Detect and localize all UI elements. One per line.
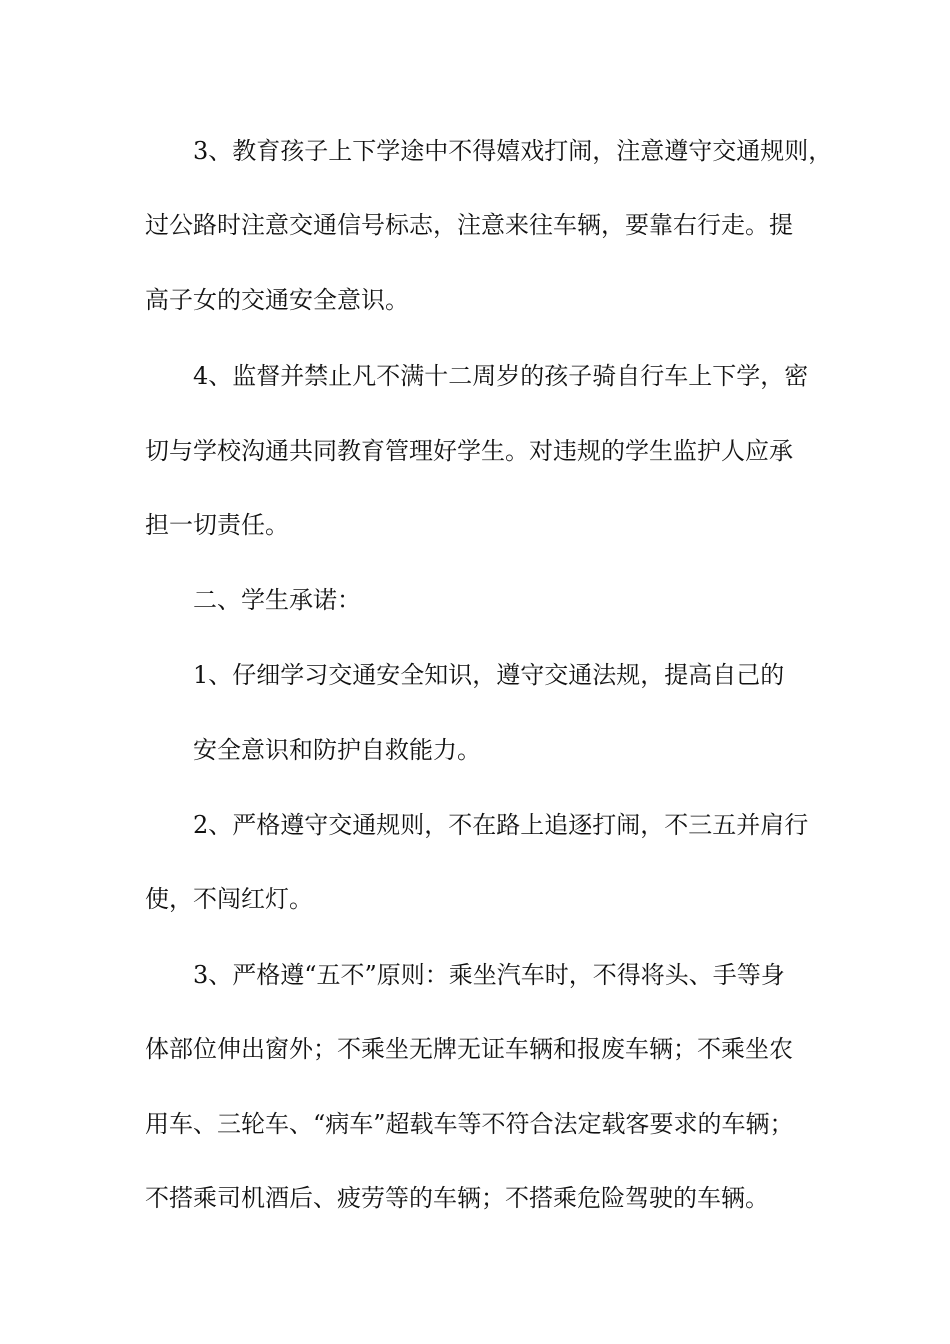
pledge-1-line-1: 1、仔细学习交通安全知识，遵守交通法规，提高自己的 bbox=[193, 661, 785, 689]
paragraph-3-line-3: 高子女的交通安全意识。 bbox=[145, 286, 409, 314]
paragraph-3-line-1: 3、教育孩子上下学途中不得嬉戏打闹，注意遵守交通规则， bbox=[193, 137, 833, 165]
paragraph-4-line-2: 切与学校沟通共同教育管理好学生。对违规的学生监护人应承 bbox=[145, 437, 793, 465]
paragraph-4-line-1: 4、监督并禁止凡不满十二周岁的孩子骑自行车上下学，密 bbox=[193, 362, 809, 390]
section-heading-student-pledge: 二、学生承诺： bbox=[193, 586, 361, 614]
pledge-3-line-2: 体部位伸出窗外；不乘坐无牌无证车辆和报废车辆；不乘坐农 bbox=[145, 1035, 793, 1063]
pledge-3-line-1: 3、严格遵“五不”原则：乘坐汽车时，不得将头、手等身 bbox=[193, 961, 785, 989]
pledge-2-line-2: 使，不闯红灯。 bbox=[145, 885, 313, 913]
pledge-1-line-2: 安全意识和防护自救能力。 bbox=[193, 736, 481, 764]
paragraph-3-line-2: 过公路时注意交通信号标志，注意来往车辆，要靠右行走。提 bbox=[145, 211, 793, 239]
pledge-2-line-1: 2、严格遵守交通规则，不在路上追逐打闹，不三五并肩行 bbox=[193, 811, 809, 839]
paragraph-4-line-3: 担一切责任。 bbox=[145, 511, 289, 539]
pledge-3-line-3: 用车、三轮车、“病车”超载车等不符合法定载客要求的车辆； bbox=[145, 1110, 794, 1138]
pledge-3-line-4: 不搭乘司机酒后、疲劳等的车辆；不搭乘危险驾驶的车辆。 bbox=[145, 1184, 769, 1212]
